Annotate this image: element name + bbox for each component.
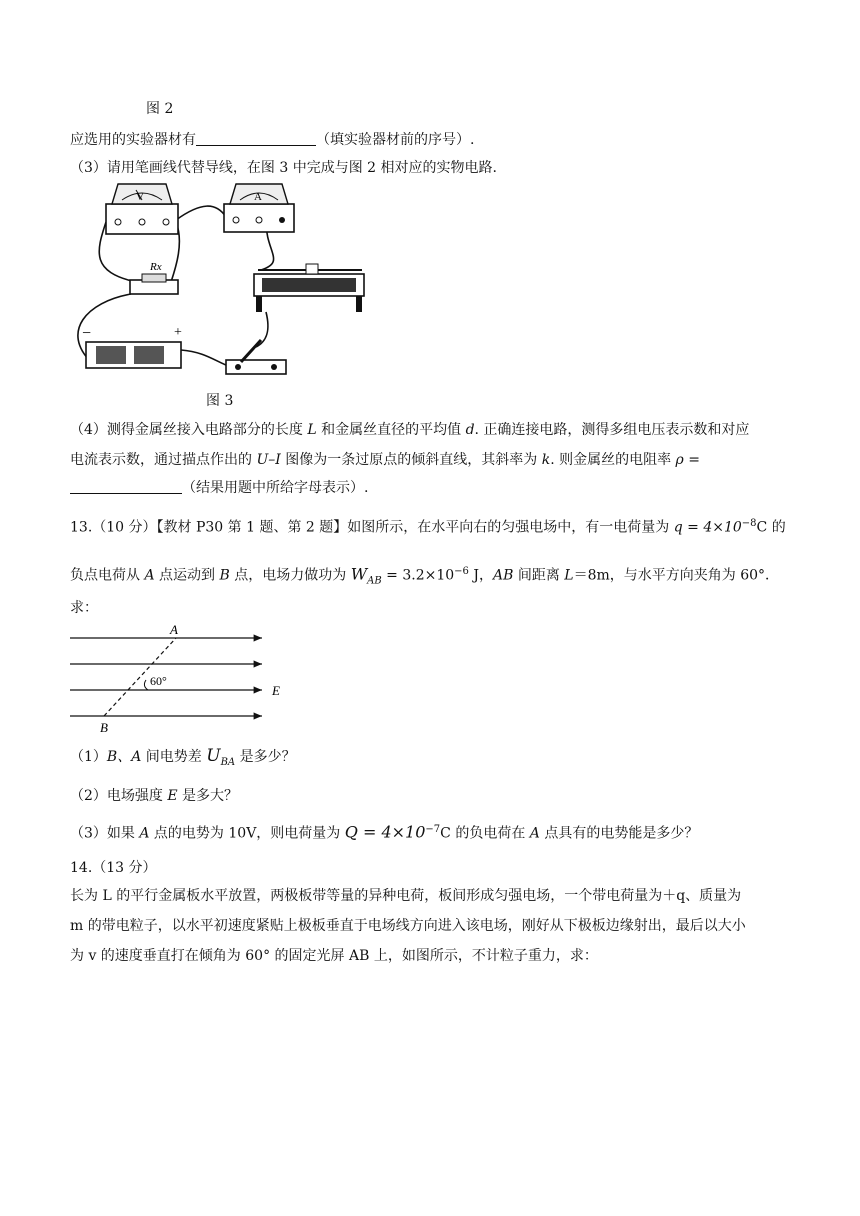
switch (226, 340, 286, 374)
p13-sub3-A: A (139, 825, 150, 842)
p13-sub2-E: E (167, 788, 178, 804)
battery-minus: − (82, 325, 92, 342)
problem-14-heading: 14.（13 分） (70, 860, 157, 876)
p13-text-e: J， (468, 567, 493, 584)
p13-point-A: A (144, 567, 155, 584)
equipment-prefix: 应选用的实验器材有 (70, 132, 196, 148)
field-E-label: E (272, 683, 280, 698)
point-A-label: A (170, 624, 178, 637)
p13-sub1-U: U (206, 746, 221, 766)
p13-work-exp: −6 (454, 566, 469, 577)
q4-text-c: . 正确连接电路，测得多组电压表示数和对应 (474, 422, 750, 438)
p13-text-a: 13.（10 分）【教材 P30 第 1 题、第 2 题】如图所示，在水平向右的匀强电场中，有一电荷量为 (70, 519, 674, 536)
p13-sub1-b: 间电势差 (141, 749, 207, 765)
p13-sub3-b: 点的电势为 10V，则电荷量为 (149, 825, 345, 842)
p13-charge-exp: −8 (741, 518, 757, 529)
q4-text-g: （结果用题中所给字母表示）. (182, 480, 369, 496)
p13-text-c: 点运动到 (154, 567, 220, 584)
p13-sub1-a: （1） (70, 749, 107, 765)
resistor-rx (130, 261, 178, 294)
p13-sub3-A2: A (529, 825, 540, 842)
angle-label: 60° (150, 674, 167, 688)
p13-work-sub: AB (367, 575, 382, 587)
p13-text-d: 点，电场力做功为 (229, 567, 351, 584)
problem-13-line-1 (70, 514, 786, 538)
p13-sub3-a: （3）如果 (70, 825, 140, 842)
p13-text-g: ＝8m，与水平方向夹角为 60°． (573, 567, 780, 584)
q4-var-L: L (307, 422, 317, 438)
p13-sub3-Q: Q = 4×10 (344, 822, 426, 842)
q4-text-e: 图像为一条过原点的倾斜直线，其斜率为 (280, 452, 542, 468)
battery-plus: + (174, 325, 182, 340)
p13-point-B: B (219, 567, 230, 584)
equipment-suffix: （填实验器材前的序号）. (316, 132, 475, 148)
p13-seg-AB: AB (492, 567, 514, 584)
problem-13-sub-2 (70, 786, 238, 806)
q4-var-k: k (541, 452, 551, 468)
q4-text-a: （4）测得金属丝接入电路部分的长度 (70, 422, 308, 438)
figure-2-caption: 图 2 (146, 101, 174, 117)
p13-sub1-c: 是多少？ (235, 749, 296, 765)
rheostat (254, 264, 364, 312)
electric-field-figure (66, 624, 296, 736)
equipment-question (70, 130, 474, 150)
problem-14-line-2: m 的带电粒子，以水平初速度紧贴上极板垂直于电场线方向进入该电场，刚好从下极板边缘射出，最后以大小 (70, 918, 746, 934)
answer-blank-equipment[interactable] (196, 131, 316, 146)
q4-var-rho: ρ = (675, 452, 700, 468)
angle-arc (144, 680, 148, 690)
q4-text-f: . 则金属丝的电阻率 (550, 452, 676, 468)
answer-blank-resistivity[interactable] (70, 479, 182, 494)
p13-var-L: L (564, 567, 574, 584)
problem-14-line-3: 为 v 的速度垂直打在倾角为 60° 的固定光屏 AB 上，如图所示，不计粒子重力，求： (70, 948, 598, 964)
question-4-line-3 (70, 478, 368, 498)
ammeter (224, 184, 294, 232)
p13-work-val: = 3.2×10 (381, 567, 455, 584)
p13-work-W: W (350, 564, 368, 584)
q4-var-d: d (465, 422, 475, 438)
p13-text-b: 负点电荷从 (70, 567, 145, 584)
p13-text-f: 间距离 (513, 567, 565, 584)
question-4-line-2 (70, 450, 700, 470)
p13-sub3-exp: −7 (425, 824, 441, 835)
question-3-text: （3）请用笔画线代替导线，在图 3 中完成与图 2 相对应的实物电路. (70, 160, 497, 176)
problem-13-line-2 (70, 562, 779, 591)
voltmeter (106, 184, 178, 234)
point-B-label: B (100, 720, 108, 735)
p13-charge-q: q = 4×10 (673, 519, 742, 536)
p13-sub1-points: B、A (106, 749, 142, 765)
p13-sub1-Usub: BA (220, 756, 236, 768)
p13-sub3-d: 点具有的电势能是多少？ (539, 825, 699, 842)
problem-13-sub-1 (70, 746, 296, 773)
q4-text-b: 和金属丝直径的平均值 (316, 422, 466, 438)
q4-text-d: 电流表示数，通过描点作出的 (70, 452, 257, 468)
problem-14-line-1: 长为 L 的平行金属板水平放置，两极板带等量的异种电荷，板间形成匀强电场，一个带电荷量为＋q、质量为 (70, 888, 742, 904)
resistor-label: Rx (150, 261, 162, 273)
circuit-figure-3 (66, 182, 366, 382)
wire-battery-switch (181, 350, 231, 367)
p13-sub3-c: C 的负电荷在 (440, 825, 530, 842)
problem-13-sub-3 (70, 820, 698, 844)
p13-sub2-b: 是多大？ (177, 788, 239, 804)
problem-13-line-3: 求： (70, 600, 98, 616)
voltmeter-label: V (136, 191, 144, 203)
figure-3-caption: 图 3 (206, 393, 234, 409)
question-4-line-1 (70, 420, 749, 440)
battery (82, 325, 182, 368)
q4-var-UI: U–I (256, 452, 281, 468)
wire-to-ammeter (176, 206, 226, 220)
p13-charge-unit: C 的 (756, 519, 786, 536)
p13-sub2-a: （2）电场强度 (70, 788, 168, 804)
ammeter-label: A (254, 191, 262, 203)
